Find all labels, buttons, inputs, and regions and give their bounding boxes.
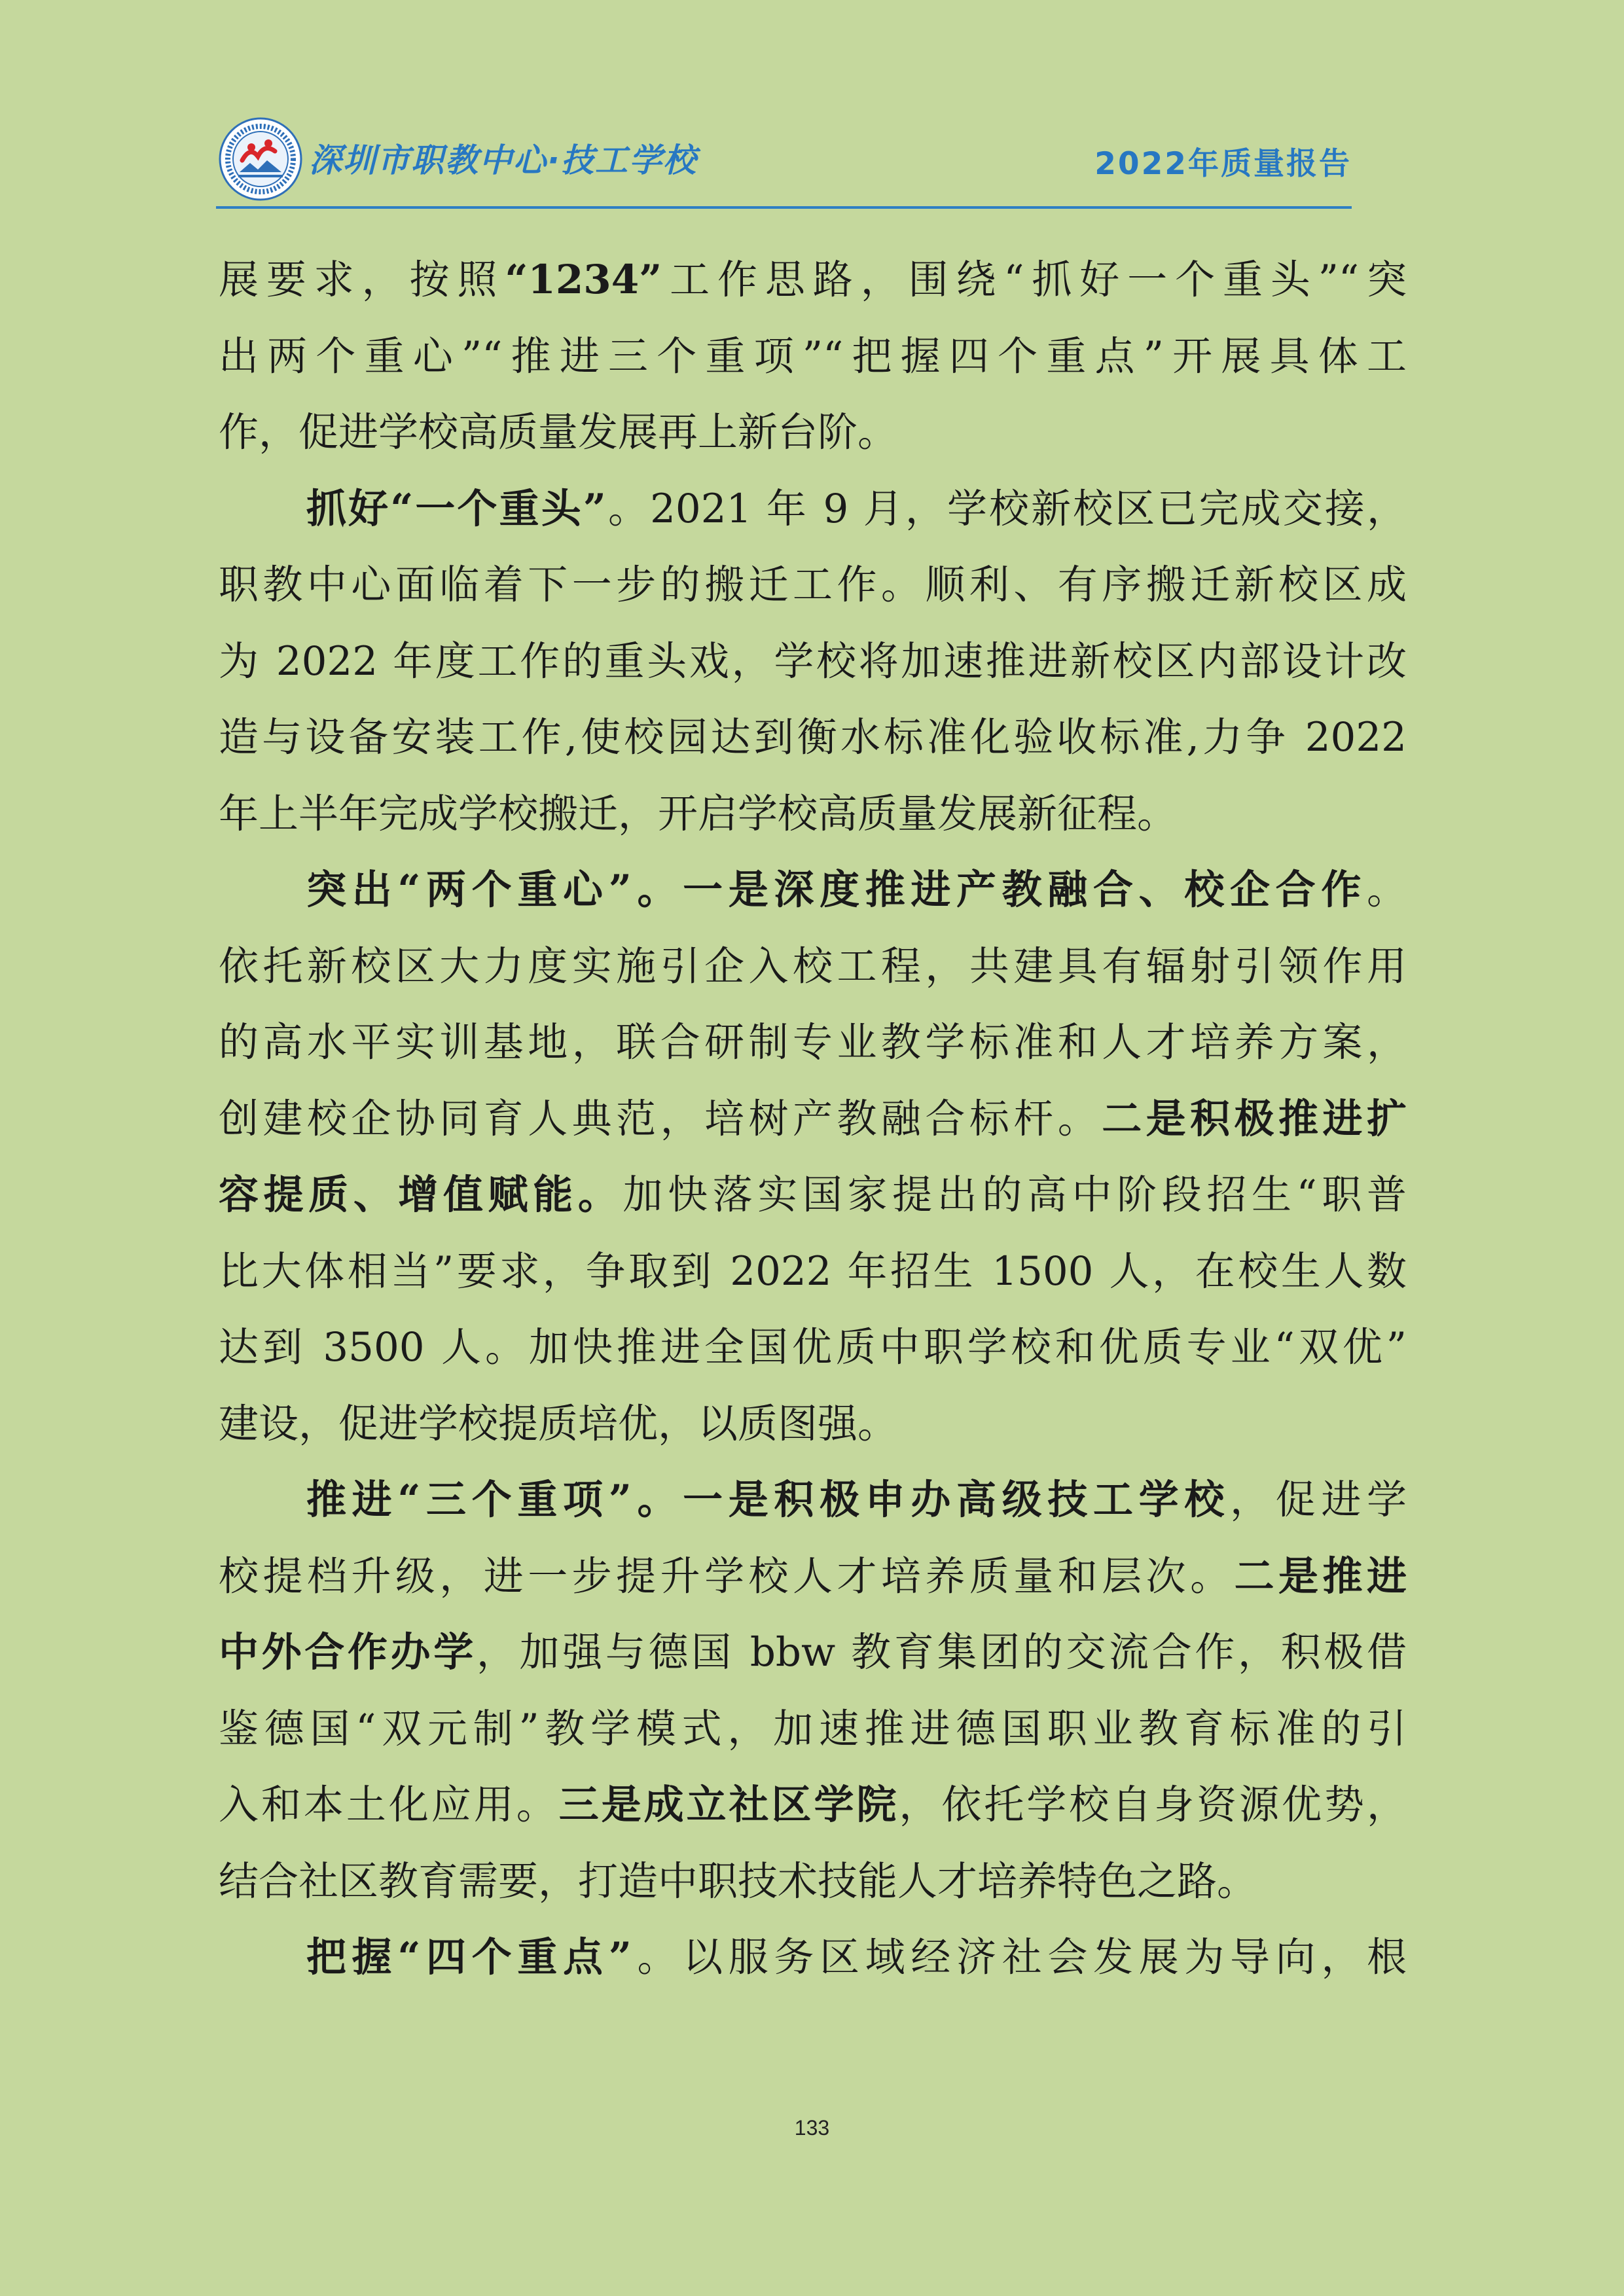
- text-line: [219, 319, 1407, 395]
- report-title: 2022年质量报告: [1094, 146, 1352, 182]
- paragraph: [219, 242, 1407, 471]
- text-run: 入和本土化应用。: [219, 1782, 559, 1828]
- paragraph: [219, 1462, 1407, 1920]
- text-line: [219, 929, 1407, 1005]
- text-run: 创建校企协同育人典范，培树产教融合标杆。: [219, 1095, 1102, 1142]
- text-run: 职教中心面临着下一步的搬迁工作。顺利、有序搬迁新校区成: [219, 562, 1407, 608]
- text-line: [219, 1691, 1407, 1768]
- text-run: ，依托学校自身资源优势，: [899, 1782, 1407, 1828]
- text-run: 年上半年完成学校搬迁，开启学校高质量发展新征程。: [219, 790, 1178, 837]
- text-line: [219, 1767, 1407, 1844]
- text-run: 建设，促进学校提质培优，以质图强。: [219, 1400, 898, 1447]
- bold-text: 二是积极推进扩: [1102, 1095, 1407, 1142]
- text-run: ，促进学: [1230, 1477, 1407, 1523]
- text-run: 比大体相当”要求，争取到 2022 年招生 1500 人，在校生人数: [219, 1247, 1407, 1295]
- bold-text: 二是推进: [1234, 1552, 1407, 1600]
- text-line: [219, 1310, 1407, 1386]
- text-line: [219, 1462, 1407, 1539]
- paragraph: [219, 852, 1407, 1462]
- text-line: [219, 624, 1407, 700]
- text-line: [219, 776, 1407, 853]
- text-run: 展要求，按照: [219, 257, 505, 303]
- text-line: [219, 1920, 1407, 1996]
- text-run: 。2021 年 9 月，学校新校区已完成交接，: [605, 485, 1407, 532]
- text-run: 达到 3500 人。加快推进全国优质中职学校和优质专业“双优”: [219, 1324, 1407, 1371]
- text-run: 为 2022 年度工作的重头戏，学校将加速推进新校区内部设计改: [219, 637, 1407, 685]
- bold-text: 突出“两个重心”。一是深度推进产教融合、校企合作: [306, 867, 1367, 913]
- body-text: [219, 242, 1407, 1996]
- school-name: 深圳市职教中心·技工学校: [309, 141, 697, 179]
- bold-text: 抓好“一个重头”: [306, 485, 606, 532]
- text-line: [219, 547, 1407, 624]
- text-run: 鉴德国“双元制”教学模式，加速推进德国职业教育标准的引: [219, 1705, 1407, 1752]
- text-line: [219, 1081, 1407, 1158]
- text-line: [219, 1386, 1407, 1463]
- text-line: [219, 1005, 1407, 1081]
- text-run: 造与设备安装工作,使校园达到衡水标准化验收标准,力争 2022: [219, 714, 1407, 761]
- page-header: [216, 115, 1352, 209]
- text-line: [219, 471, 1407, 548]
- text-line: [219, 242, 1407, 319]
- bold-text: 把握“四个重点”: [306, 1934, 632, 1981]
- paragraph: [219, 471, 1407, 853]
- text-run: 加快落实国家提出的高中阶段招生“职普: [623, 1172, 1407, 1218]
- school-emblem-icon: [219, 117, 302, 201]
- text-line: [219, 700, 1407, 776]
- text-line: [219, 395, 1407, 471]
- text-line: [219, 1539, 1407, 1615]
- text-line: [219, 1234, 1407, 1310]
- text-run: 。: [1366, 867, 1407, 913]
- text-run: 作，促进学校高质量发展再上新台阶。: [219, 409, 898, 456]
- text-run: 依托新校区大力度实施引企入校工程，共建具有辐射引领作用: [219, 942, 1407, 990]
- page-number: 133: [794, 2116, 830, 2140]
- text-line: [219, 1615, 1407, 1691]
- paragraph: [219, 1920, 1407, 1996]
- text-run: 的高水平实训基地，联合研制专业教学标准和人才培养方案，: [219, 1019, 1407, 1066]
- text-run: 工作思路，围绕“抓好一个重头”“突: [662, 257, 1407, 303]
- bold-text: 中外合作办学: [219, 1629, 477, 1676]
- text-line: [219, 1157, 1407, 1234]
- bold-text: 容提质、增值赋能。: [219, 1172, 623, 1218]
- text-run: ，加强与德国 bbw 教育集团的交流合作，积极借: [476, 1629, 1407, 1676]
- bold-text: 三是成立社区学院: [558, 1782, 899, 1828]
- text-run: 结合社区教育需要，打造中职技术技能人才培养特色之路。: [219, 1857, 1257, 1905]
- text-run: 出两个重心”“推进三个重项”“把握四个重点”开展具体工: [219, 332, 1407, 380]
- text-run: 。以服务区域经济社会发展为导向，根: [631, 1934, 1407, 1981]
- bold-text: 推进“三个重项”。一是积极申办高级技工学校: [306, 1477, 1230, 1523]
- text-line: [219, 1844, 1407, 1920]
- text-line: [219, 852, 1407, 929]
- text-run: 校提档升级，进一步提升学校人才培养质量和层次。: [219, 1552, 1235, 1600]
- bold-text: “1234”: [505, 257, 662, 303]
